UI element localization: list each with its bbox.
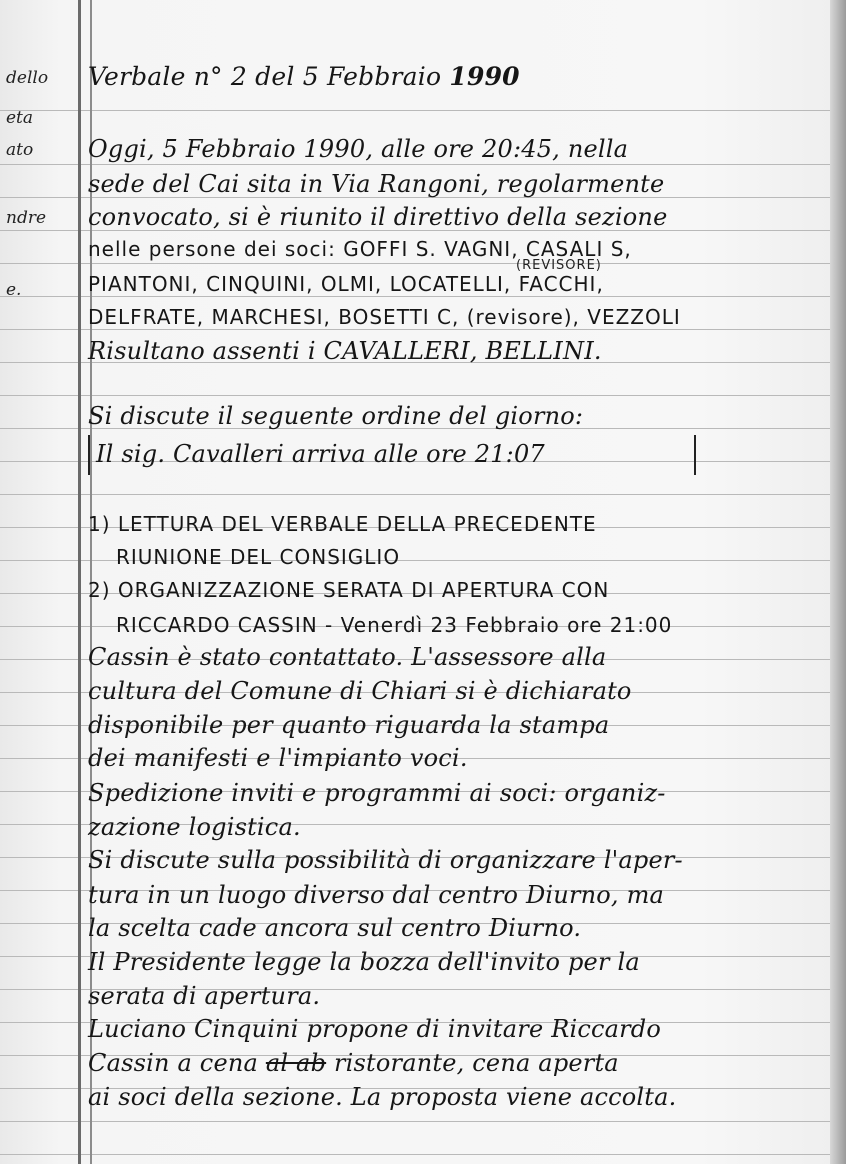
page-title bbox=[88, 62, 520, 91]
text-line: Risultano assenti i CAVALLERI, BELLINI. bbox=[88, 337, 602, 365]
text-line: dei manifesti e l'impianto voci. bbox=[88, 744, 468, 772]
ruled-line bbox=[0, 296, 846, 297]
text-line: serata di apertura. bbox=[88, 982, 321, 1010]
ruled-line bbox=[0, 1121, 846, 1122]
margin-note: e. bbox=[6, 280, 22, 300]
title-year: 1990 bbox=[449, 62, 520, 91]
text-line: zazione logistica. bbox=[88, 813, 301, 841]
text-line: tura in un luogo diverso dal centro Diurno, ma bbox=[88, 881, 665, 909]
text-line: Il Presidente legge la bozza dell'invito per la bbox=[88, 948, 640, 976]
page-edge-shadow bbox=[830, 0, 846, 1164]
text-line: la scelta cade ancora sul centro Diurno. bbox=[88, 914, 582, 942]
struck-text: al ab bbox=[265, 1049, 327, 1077]
text-line: Oggi, 5 Febbraio 1990, alle ore 20:45, nella bbox=[88, 135, 629, 163]
text-line: Spedizione inviti e programmi ai soci: organiz- bbox=[88, 779, 666, 807]
text-line: sede del Cai sita in Via Rangoni, regolarmente bbox=[88, 170, 665, 198]
text-line: ai soci della sezione. La proposta viene accolta. bbox=[88, 1083, 677, 1111]
text-line: Cassin è stato contattato. L'assessore alla bbox=[88, 643, 607, 671]
ruled-line bbox=[0, 494, 846, 495]
ruled-line bbox=[0, 395, 846, 396]
text-segment: ristorante, cena aperta bbox=[326, 1049, 619, 1077]
text-line: convocato, si è riunito il direttivo della sezione bbox=[88, 203, 668, 231]
title-text: Verbale n° 2 del 5 Febbraio bbox=[88, 62, 450, 91]
margin-line bbox=[78, 0, 81, 1164]
margin-note: dello bbox=[6, 68, 49, 88]
agenda-item: RICCARDO CASSIN - Venerdì 23 Febbraio ore 21:00 bbox=[116, 613, 673, 637]
text-line: nelle persone dei soci: GOFFI S. VAGNI, CASALI S, bbox=[88, 237, 632, 261]
text-line: disponibile per quanto riguarda la stampa bbox=[88, 711, 610, 739]
margin-note: eta bbox=[6, 108, 34, 128]
agenda-item: RIUNIONE DEL CONSIGLIO bbox=[116, 545, 401, 569]
text-segment: Cassin a cena bbox=[88, 1049, 266, 1077]
revisore-annotation: (REVISORE) bbox=[516, 258, 602, 273]
ruled-line bbox=[0, 329, 846, 330]
agenda-item: 2) ORGANIZZAZIONE SERATA DI APERTURA CON bbox=[88, 578, 610, 602]
text-line: PIANTONI, CINQUINI, OLMI, LOCATELLI, FACCHI, bbox=[88, 272, 604, 296]
text-line: Si discute il seguente ordine del giorno: bbox=[88, 402, 584, 430]
ruled-line bbox=[0, 1154, 846, 1155]
margin-note: ato bbox=[6, 140, 34, 160]
text-line bbox=[88, 1049, 619, 1077]
text-line: DELFRATE, MARCHESI, BOSETTI C, (revisore), VEZZOLI bbox=[88, 305, 681, 329]
text-line: cultura del Comune di Chiari si è dichiarato bbox=[88, 677, 632, 705]
text-line: Si discute sulla possibilità di organizzare l'aper- bbox=[88, 846, 683, 874]
text-line: Luciano Cinquini propone di invitare Riccardo bbox=[88, 1015, 662, 1043]
ruled-line bbox=[0, 164, 846, 165]
text-line: Il sig. Cavalleri arriva alle ore 21:07 bbox=[96, 440, 545, 468]
ruled-line bbox=[0, 110, 846, 111]
agenda-item: 1) LETTURA DEL VERBALE DELLA PRECEDENTE bbox=[88, 512, 597, 536]
margin-note: ndre bbox=[6, 208, 47, 228]
ruled-line bbox=[0, 263, 846, 264]
